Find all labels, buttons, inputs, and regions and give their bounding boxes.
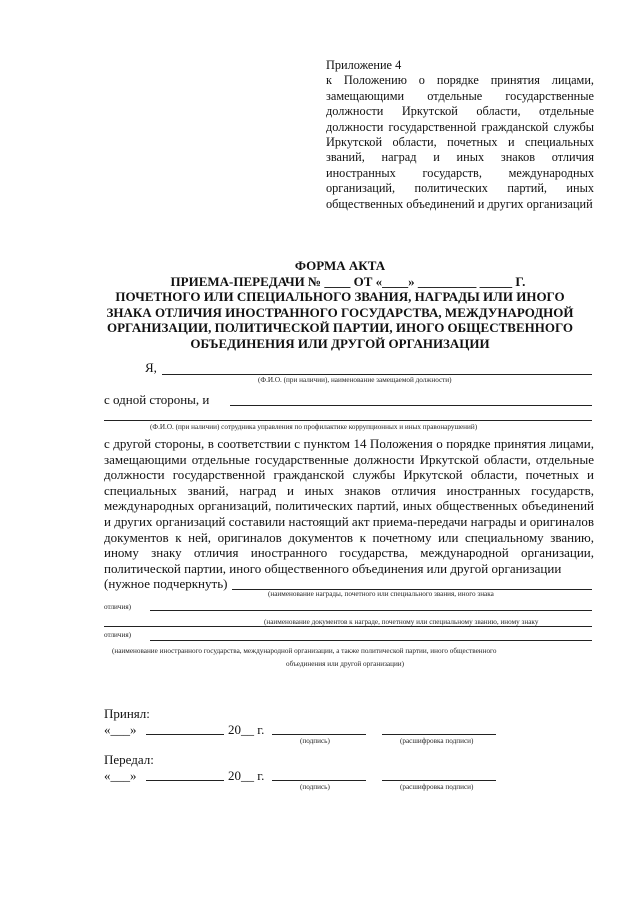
i-name-field[interactable] [162,374,592,375]
title-line-4: ЗНАКА ОТЛИЧИЯ ИНОСТРАННОГО ГОСУДАРСТВА, МЕЖДУНАРОДНОЙ [106,304,574,320]
body-paragraph [104,436,594,576]
accepted-year: 20__ г. [228,722,265,737]
transferred-date-day: «___» [104,768,137,783]
accepted-signature-field[interactable] [272,734,366,735]
title-line-1: ФОРМА АКТА [294,258,386,273]
accepted-date-month-field[interactable] [146,734,224,735]
transferred-year: 20__ г. [228,768,265,783]
docs-hint: (наименование документов к награде, почетному или специальному званию, иному знаку [264,618,539,626]
org-hint: (наименование иностранного государства, международной организации, а также политической партии, иного общественного [112,647,497,655]
transferred-label: Передал: [104,752,154,767]
form-title [100,258,580,352]
transferred-signature-field[interactable] [272,780,366,781]
title-line-2: ПРИЕМА-ПЕРЕДАЧИ № ____ ОТ «____» _________ _____ Г. [170,273,526,289]
employee-hint: (Ф.И.О. (при наличии) сотрудника управления по профилактике коррупционных и иных правонарушений) [150,423,478,431]
award-hint: (наименование награды, почетного или специального звания, иного знака [268,590,494,598]
appendix-text: к Положению о порядке принятия лицами, замещающими отдельные государственные должности Иркутской области, отдельные должности государственной гражданской службы Иркутской области, почетных и специальных званий, наград и иных знаков отличия иностранных государств, международных организаций, политических партий, иных общественных объединений и других организаций [326,73,594,211]
accepted-decoding-hint: (расшифровка подписи) [400,737,474,745]
appendix-heading: Приложение 4 [326,58,402,72]
title-line-6: ОБЪЕДИНЕНИЯ ИЛИ ДРУГОЙ ОРГАНИЗАЦИИ [190,335,490,351]
body-paragraph-text: с другой стороны, в соответствии с пунктом 14 Положения о порядке принятия лицами, замещающими отдельные государственные должности Иркутской области, отдельные должности государственной гражданской службы Иркутской области, почетных и специальных званий, наград и иных знаков отличия иностранных государств, международных организаций, политических партий, иных общественных объединений и других организаций составили настоящий акт приема-передачи награды и оригиналов документов к ней, оригиналов документов к почетному или специальному званию, иному знаку отличия иностранного государства, международной организации, политической партии, иного общественного объединения или другой организации [104,436,594,576]
accepted-label: Принял: [104,706,150,721]
transferred-decoding-field[interactable] [382,780,496,781]
docs-field[interactable] [104,626,592,627]
title-line-5: ОРГАНИЗАЦИИ, ПОЛИТИЧЕСКОЙ ПАРТИИ, ИНОГО ОБЩЕСТВЕННОГО [106,320,574,336]
docs-field-line-2[interactable] [150,640,592,641]
accepted-decoding-field[interactable] [382,734,496,735]
accepted-date-day: «___» [104,722,137,737]
transferred-date-month-field[interactable] [146,780,224,781]
award-field-line-2[interactable] [150,610,592,611]
docs-hint-continued: отличия) [104,631,132,639]
title-line-3: ПОЧЕТНОГО ИЛИ СПЕЦИАЛЬНОГО ЗВАНИЯ, НАГРАДЫ ИЛИ ИНОГО [115,289,565,305]
transferred-decoding-hint: (расшифровка подписи) [400,783,474,791]
i-label: Я, [145,360,157,375]
award-hint-continued: отличия) [104,603,132,611]
appendix-block [326,58,594,212]
org-hint-continued: объединения или другой организации) [286,660,405,668]
one-side-label: с одной стороны, и [104,392,210,407]
accepted-signature-hint: (подпись) [300,737,330,745]
i-name-hint: (Ф.И.О. (при наличии), наименование замещаемой должности) [258,376,452,384]
transferred-signature-hint: (подпись) [300,783,330,791]
underline-label: (нужное подчеркнуть) [104,576,228,591]
employee-field-line-1[interactable] [230,405,592,406]
employee-field-line-2[interactable] [104,420,592,421]
